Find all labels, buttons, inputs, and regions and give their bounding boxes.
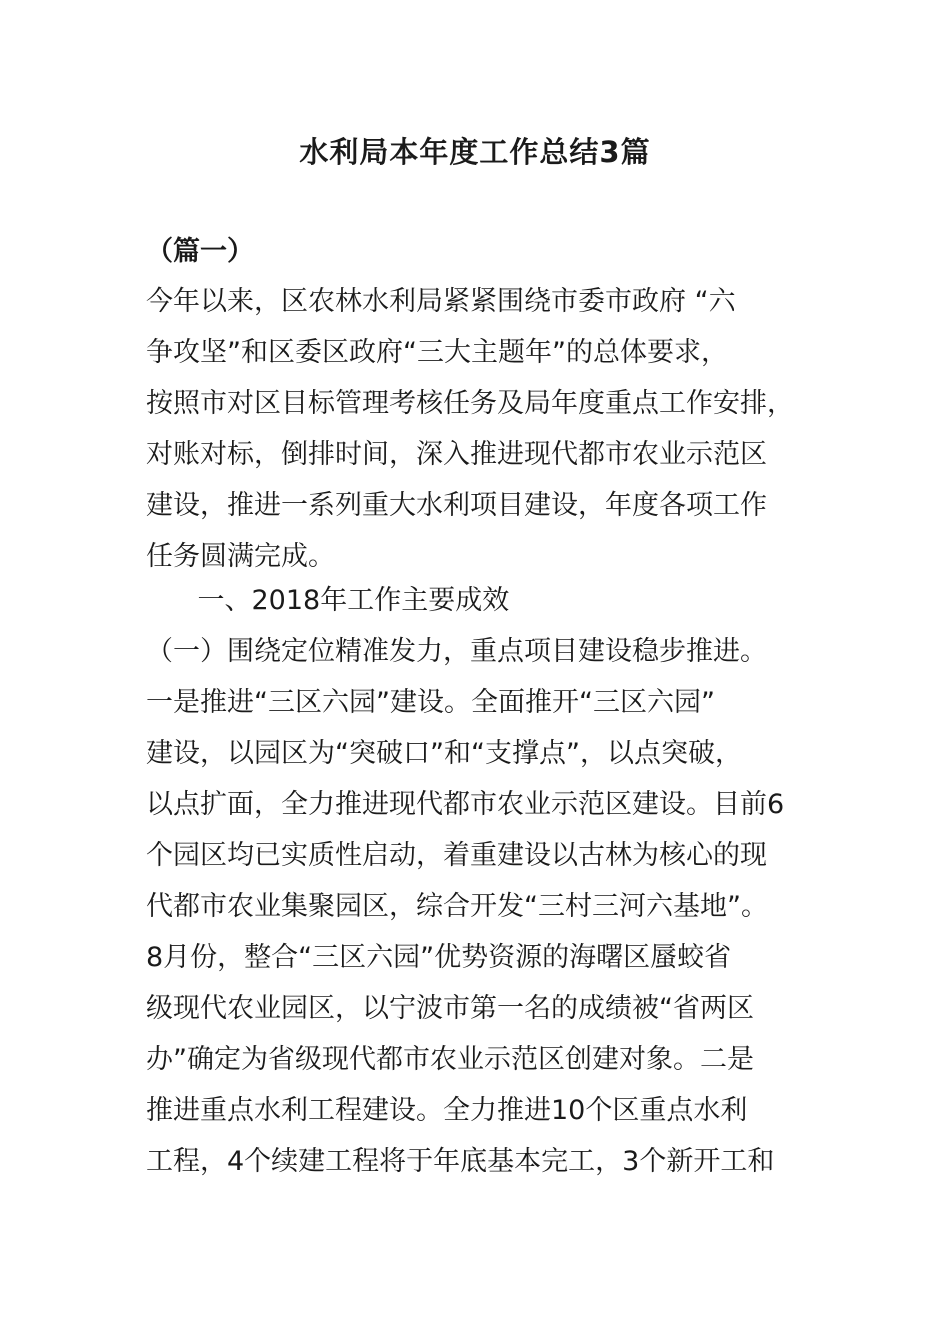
paragraph-line: 代都市农业集聚园区，综合开发“三村三河六基地”。: [146, 891, 768, 922]
subheading-achievements: [146, 575, 808, 626]
paragraph-line: 办”确定为省级现代都市农业示范区创建对象。二是: [146, 1044, 754, 1075]
paragraph-line: 推进重点水利工程建设。全力推进10个区重点水利: [146, 1095, 748, 1126]
paragraph-projects: [146, 626, 808, 1187]
paragraph-line: 工程，4个续建工程将于年底基本完工，3个新开工和: [146, 1146, 775, 1177]
paragraph-line: 建设，推进一系列重大水利项目建设，年度各项工作: [146, 490, 767, 521]
paragraph-line: 以点扩面，全力推进现代都市农业示范区建设。目前6: [146, 789, 785, 820]
paragraph-line: 8月份，整合“三区六园”优势资源的海曙区蜃蛟省: [146, 942, 732, 973]
paragraph-line: 今年以来，区农林水利局紧紧围绕市委市政府 “六: [146, 286, 736, 317]
paragraph-line: 级现代农业园区，以宁波市第一名的成绩被“省两区: [146, 993, 754, 1024]
paragraph-line: 按照市对区目标管理考核任务及局年度重点工作安排，: [146, 388, 794, 419]
subheading-text: 一、2018年工作主要成效: [146, 585, 510, 616]
paragraph-line: 建设，以园区为“突破口”和“支撑点”，以点突破，: [146, 738, 742, 769]
paragraph-intro: [146, 276, 808, 582]
paragraph-line: 争攻坚”和区委区政府“三大主题年”的总体要求，: [146, 337, 728, 368]
paragraph-line: 对账对标，倒排时间，深入推进现代都市农业示范区: [146, 439, 767, 470]
section-heading: （篇一）: [146, 236, 254, 267]
paragraph-line: 任务圆满完成。: [146, 541, 335, 572]
document-title: 水利局本年度工作总结3篇: [299, 135, 651, 169]
paragraph-line: 个园区均已实质性启动，着重建设以古林为核心的现: [146, 840, 767, 871]
paragraph-line: 一是推进“三区六园”建设。全面推开“三区六园”: [146, 687, 715, 718]
paragraph-line: （一）围绕定位精准发力，重点项目建设稳步推进。: [146, 636, 767, 667]
